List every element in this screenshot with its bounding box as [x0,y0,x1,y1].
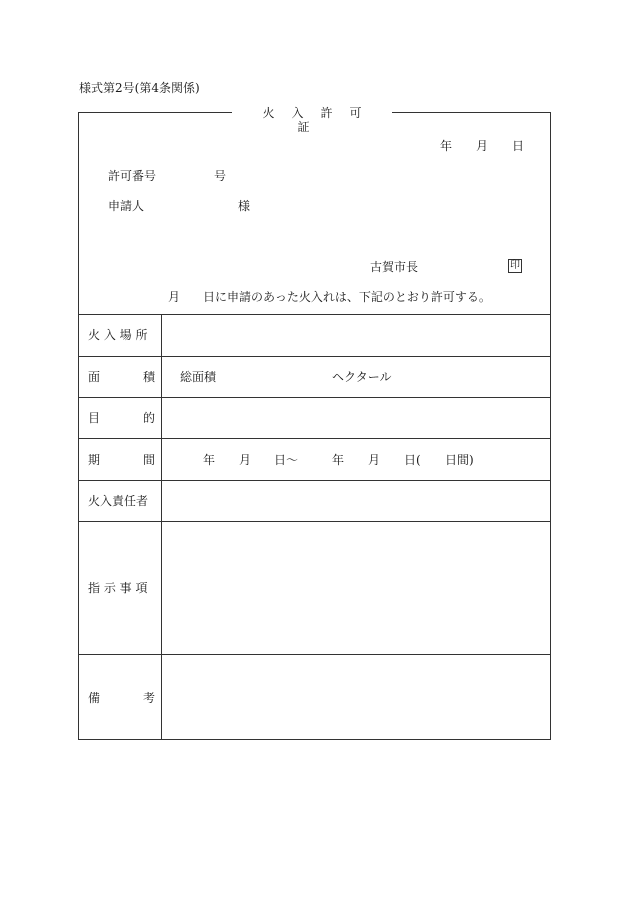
remarks-field[interactable] [162,655,550,739]
area-label-right: 積 [143,370,156,384]
period-to-day: 日( [404,453,421,467]
instructions-label: 指 示 事 項 [88,581,148,595]
hectare-unit: ヘクタール [332,370,392,384]
remarks-label-left: 備 [88,691,101,705]
applicant-label: 申請人 [108,199,145,213]
purpose-field[interactable] [162,398,550,438]
row-divider [78,438,551,439]
period-to-year: 年 [332,453,345,467]
period-from-month: 月 [239,453,252,467]
row-divider [78,356,551,357]
area-value-field[interactable] [222,362,327,392]
statement-month: 月 [168,290,181,304]
period-from-day: 日〜 [274,453,299,467]
seal-mark: 印 [510,260,520,271]
responsible-person-label: 火入責任者 [88,494,149,508]
statement-text: 日に申請のあった火入れは、下記のとおり許可する。 [203,290,491,304]
remarks-label-right: 考 [143,691,156,705]
date-year-label: 年 [440,139,453,153]
form-title-container [232,106,392,134]
instructions-field[interactable] [162,522,550,654]
permit-number-label: 許可番号 [108,169,157,183]
period-to-month: 月 [368,453,381,467]
period-label-left: 期 [88,453,101,467]
applicant-honorific: 様 [238,199,251,213]
form-number-label: 様式第2号(第4条関係) [79,81,200,95]
fire-place-label: 火 入 場 所 [88,328,148,342]
responsible-person-field[interactable] [162,481,550,521]
area-label-left: 面 [88,370,101,384]
total-area-label: 総面積 [180,370,217,384]
date-day-label: 日 [512,139,525,153]
date-month-label: 月 [476,139,489,153]
period-from-year: 年 [203,453,216,467]
purpose-label-left: 目 [88,411,101,425]
permit-number-suffix: 号 [214,169,227,183]
period-label-right: 間 [143,453,156,467]
form-title: 火入許可証 [262,106,379,134]
period-days: 日間) [445,453,474,467]
issuer-title: 古賀市長 [370,260,419,274]
purpose-label-right: 的 [143,411,156,425]
fire-place-field[interactable] [162,315,550,356]
